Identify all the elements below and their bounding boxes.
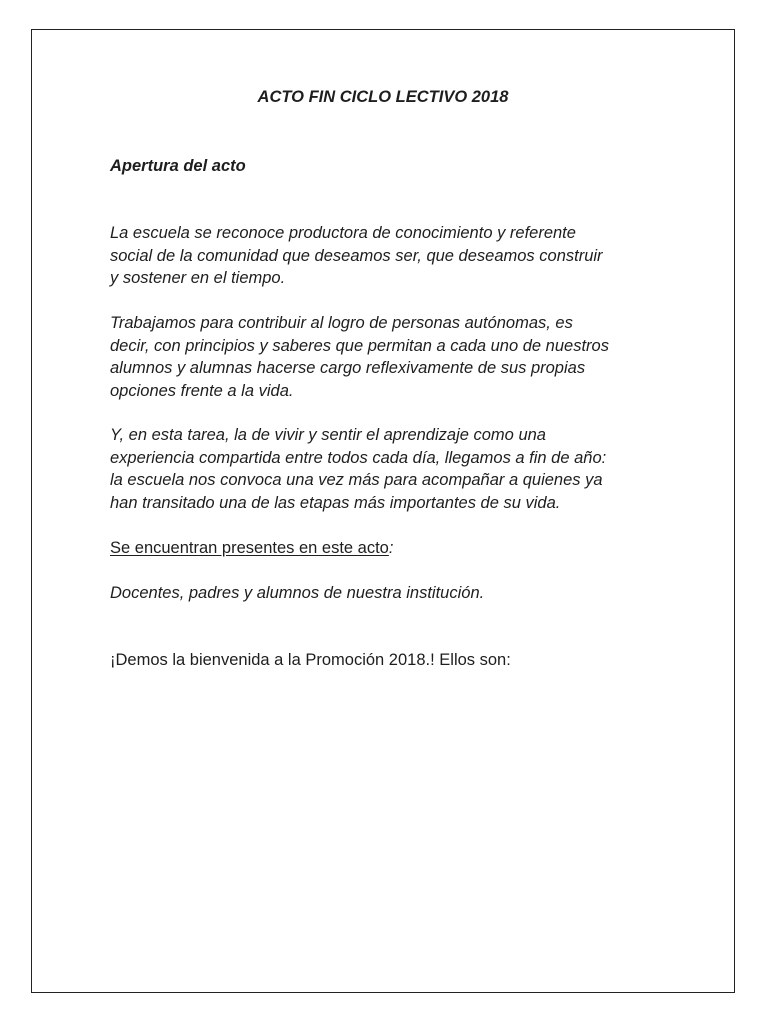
presentes-colon: : — [388, 539, 394, 557]
document-title: ACTO FIN CICLO LECTIVO 2018 — [257, 88, 509, 106]
presentes-line — [110, 537, 393, 559]
document-page — [31, 29, 735, 993]
paragraph-trabajamos: Trabajamos para contribuir al logro de personas autónomas, es decir, con principios y saberes que permitan a cada uno de nuestros alumnos y alumnas hacerse cargo reflexivamente de sus propias opciones frente a la vida. — [110, 314, 609, 400]
asistentes-line: Docentes, padres y alumnos de nuestra institución. — [110, 584, 485, 602]
section-heading: Apertura del acto — [110, 157, 246, 175]
presentes-label: Se encuentran presentes en este acto — [110, 539, 389, 557]
bienvenida-line: ¡Demos la bienvenida a la Promoción 2018.! Ellos son: — [110, 651, 511, 669]
paragraph-tarea: Y, en esta tarea, la de vivir y sentir el aprendizaje como una experiencia compartida entre todos cada día, llegamos a fin de año: la escuela nos convoca una vez más para acompañar a quienes ya han transitado una de las etapas más importantes de su vida. — [110, 426, 607, 512]
paragraph-escuela: La escuela se reconoce productora de conocimiento y referente social de la comunidad que deseamos ser, que deseamos construir y sostener en el tiempo. — [110, 224, 603, 288]
